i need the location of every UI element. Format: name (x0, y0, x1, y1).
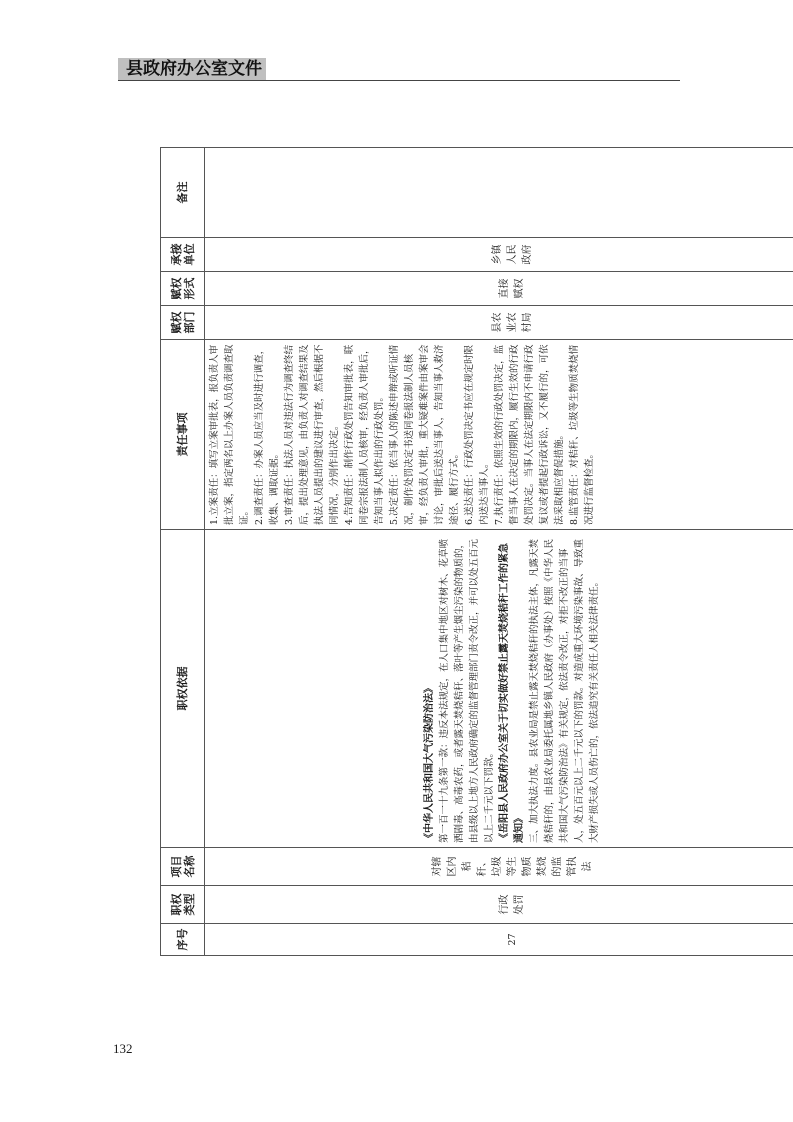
responsibility-item: 6.送达责任：行政处罚决定书应在规定时限内送达当事人。 (464, 344, 490, 525)
table-row (205, 148, 793, 956)
table-header-row (161, 148, 205, 956)
responsibility-item: 4.告知责任：制作行政处罚告知审批表，联同卷宗报法制人员核审，经负责人审批后，告知当事人拟作出的行政处罚。 (344, 344, 385, 525)
rotated-table-wrapper (160, 148, 793, 956)
col-header-form: 赋权形式 (161, 272, 205, 306)
cell-form: 直接赋权 (205, 272, 793, 306)
responsibility-item: 8.监管责任：对秸秆、垃圾等生物质焚烧情况进行监督检查。 (569, 344, 595, 525)
basis-text-2: 三、加大执法力度。县农业局是禁止露天焚烧秸秆的执法主体，凡露天焚烧秸秆的，由县农业局委托属地乡镇人民政府（办事处）按照《中华人民共和国大气污染防治法》有关规定，依法责令改正，对拒不改正的当事人，处五百元以上二千元以下的罚款。对造成重大环境污染事故、导致重大财产损失或人员伤亡的，依法追究有关责任人相关法律责任。 (529, 538, 600, 843)
col-header-remarks: 备注 (161, 148, 205, 238)
cell-responsibility (205, 340, 793, 530)
cell-unit: 乡镇人民政府 (205, 238, 793, 272)
col-header-name: 项目名称 (161, 848, 205, 886)
col-header-responsibility: 责任事项 (161, 340, 205, 530)
col-header-unit: 承接单位 (161, 238, 205, 272)
cell-department: 县农业农村局 (205, 306, 793, 340)
cell-seq: 27 (205, 924, 793, 956)
basis-title-1: 《中华人民共和国大气污染防治法》 (424, 683, 435, 843)
col-header-basis: 职权依据 (161, 530, 205, 848)
cell-category: 行政处罚 (205, 886, 793, 924)
col-header-seq: 序号 (161, 924, 205, 956)
header-rule (118, 80, 680, 81)
responsibility-item: 1.立案责任：填写立案审批表，报负责人审批立案，指定两名以上办案人员负责调查取证。 (209, 344, 250, 525)
header-title: 县政府办公室文件 (126, 59, 262, 79)
responsibility-item: 3.审查责任：执法人员对违法行为调查终结后，提出处理意见，由负责人对调查结果及执法人员提出的建议进行审查，然后根据不同情况，分别作出决定。 (284, 344, 340, 525)
responsibility-item: 2.调查责任：办案人员应当及时进行调查，收集、调取证据。 (254, 344, 280, 525)
basis-title-2: 《岳阳县人民政府办公室关于切实做好禁止露天焚烧秸秆工作的紧急通知》 (499, 543, 525, 843)
responsibility-item: 5.决定责任：依当事人的陈述申辩或听证情况，制作处罚决定书送同卷报法制人员核审，经负责人审批，重大疑难案件由案审会讨论，审批后送达当事人，告知当事人救济途径、履行方式。 (389, 344, 460, 525)
col-header-category: 职权类型 (161, 886, 205, 924)
cell-basis (205, 530, 793, 848)
col-header-department: 赋权部门 (161, 306, 205, 340)
authority-table (160, 147, 793, 956)
basis-text-1: 第一百一十九条第一款：违反本法规定，在人口集中地区对树木、花草喷洒剧毒、高毒农药，或者露天焚烧秸秆、落叶等产生烟尘污染的物质的，由县级以上地方人民政府确定的监督管理部门责令改正，并可以处五百元以上二千元以下罚款。 (439, 538, 495, 843)
cell-name: 对辖区内秸秆、垃圾等生物质焚烧的监管执法 (205, 848, 793, 886)
cell-remarks (205, 148, 793, 238)
responsibility-item: 7.执行责任：依照生效的行政处罚决定，监督当事人在决定的期限内，履行生效的行政处罚决定。当事人在法定期限内不申请行政复议或者提起行政诉讼，又不履行的，可依法采取相应督促措施。 (494, 344, 565, 525)
page-number: 132 (113, 1041, 133, 1056)
